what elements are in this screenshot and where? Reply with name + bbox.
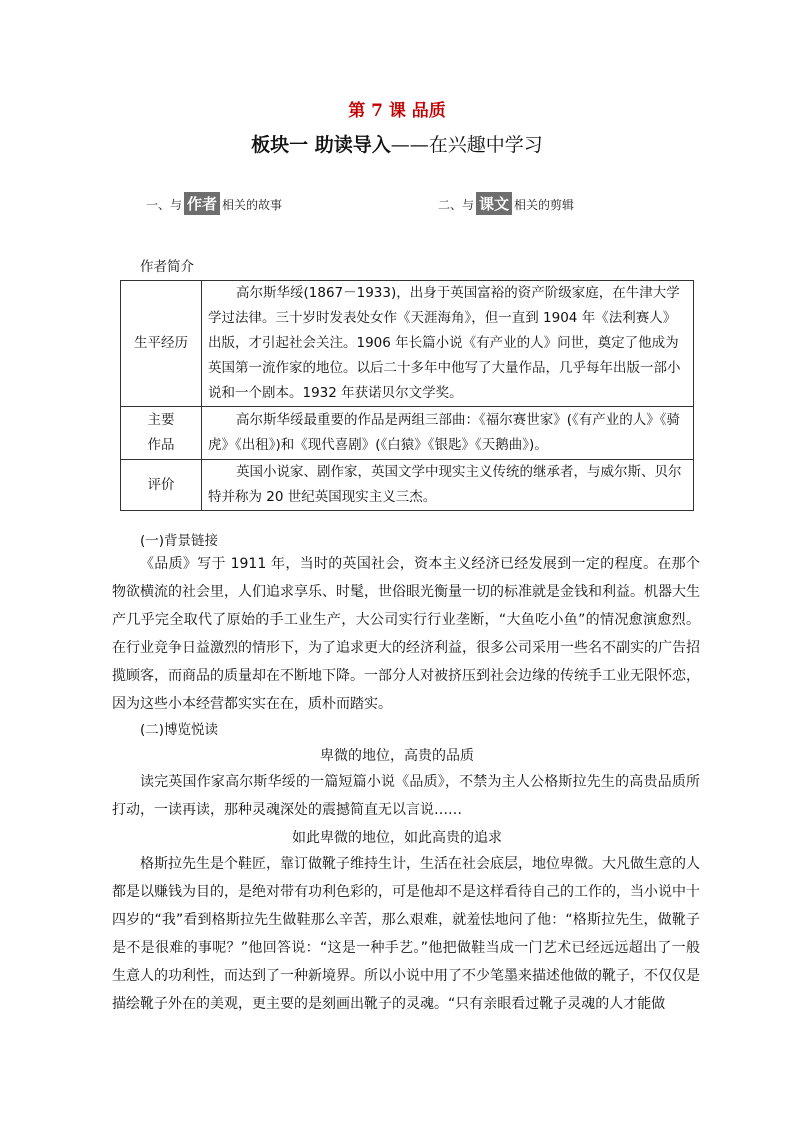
author-info-table	[120, 280, 694, 511]
body-paragraph: 格斯拉先生是个鞋匠，靠订做靴子维持生计，生活在社会底层，地位卑微。大凡做生意的人都是以赚钱为目的，是绝对带有功利色彩的，可是他却不是这样看待自己的工作的，当小说中十四岁的“我”看到格斯拉先生做鞋那么辛苦，那么艰难，就羞怯地问了他：“格斯拉先生，做靴子是不是很难的事呢？”他回答说：“这是一种手艺。”他把做鞋当成一门艺术已经远远超出了一般生意人的功利性，而达到了一种新境界。所以小说中用了不少笔墨来描述他做的靴子，不仅仅是描绘靴子外在的美观，更主要的是刻画出靴子的灵魂。“只有亲眼看过靴子灵魂的人才能做	[112, 856, 700, 1012]
table-row	[121, 407, 694, 460]
table-row	[121, 281, 694, 407]
section-title	[0, 130, 794, 157]
reading-heading: (二)博览悦读	[140, 722, 219, 738]
row-text: 英国小说家、剧作家，英国文学中现实主义传统的继承者，与威尔斯、贝尔特并称为 20 世纪英国现实主义三杰。	[202, 460, 694, 511]
tag-suffix: 相关的故事	[222, 198, 283, 212]
background-heading: (一)背景链接	[140, 533, 219, 549]
lesson-title: 第 7 课 品质	[348, 101, 446, 121]
reading-intro	[112, 768, 700, 824]
section-title-sub: ——在兴趣中学习	[390, 134, 543, 156]
row-label: 评价	[121, 460, 202, 511]
author-story-tag	[146, 192, 282, 215]
text-clip-tag	[438, 192, 574, 215]
article-title: 卑微的地位，高贵的品质	[320, 748, 474, 764]
background-paragraph: 《品质》写于 1911 年，当时的英国社会，资本主义经济已经发展到一定的程度。在那个物欲横流的社会里，人们追求享乐、时髦，世俗眼光衡量一切的标准就是金钱和利益。机器大生产几乎完全取代了原始的手工业生产，大公司实行行业垄断，“大鱼吃小鱼”的情况愈演愈烈。在行业竞争日益激烈的情形下，为了追求更大的经济利益，很多公司采用一些名不副实的广告招揽顾客，而商品的质量却在不断地下降。一部分人对被挤压到社会边缘的传统手工业无限怀恋，因为这些小本经营都实实在在，质朴而踏实。	[112, 556, 700, 712]
row-label: 主要 作品	[121, 407, 202, 460]
tag-suffix: 相关的剪辑	[514, 198, 575, 212]
table-row	[121, 460, 694, 511]
reading-body	[112, 850, 700, 1018]
author-intro-heading: 作者简介	[140, 259, 194, 275]
row-text: 高尔斯华绥(1867－1933)，出身于英国富裕的资产阶级家庭，在牛津大学学过法律。三十岁时发表处女作《天涯海角》，但一直到 1904 年《法利赛人》出版，才引起社会关注。1906 年长篇小说《有产业的人》问世，奠定了他成为英国第一流作家的地位。以后二十多年中他写了大量作品，几乎每年出版一部小说和一个剧本。1932 年获诺贝尔文学奖。	[202, 281, 694, 407]
article-subtitle: 如此卑微的地位，如此高贵的追求	[292, 830, 502, 846]
row-label: 生平经历	[121, 281, 202, 407]
tag-highlight: 课文	[476, 192, 512, 215]
section-title-main: 板块一 助读导入	[251, 134, 391, 156]
intro-paragraph: 读完英国作家高尔斯华绥的一篇短篇小说《品质》，不禁为主人公格斯拉先生的高贵品质所打动，一读再读，那种灵魂深处的震撼简直无以言说……	[112, 774, 700, 818]
tag-prefix: 一、与	[146, 198, 183, 212]
tag-prefix: 二、与	[438, 198, 475, 212]
background-section	[112, 550, 700, 718]
row-text: 高尔斯华绥最重要的作品是两组三部曲：《福尔赛世家》(《有产业的人》《骑虎》《出租》)和《现代喜剧》(《白猿》《银匙》《天鹅曲》)。	[202, 407, 694, 460]
tag-highlight: 作者	[184, 192, 220, 215]
